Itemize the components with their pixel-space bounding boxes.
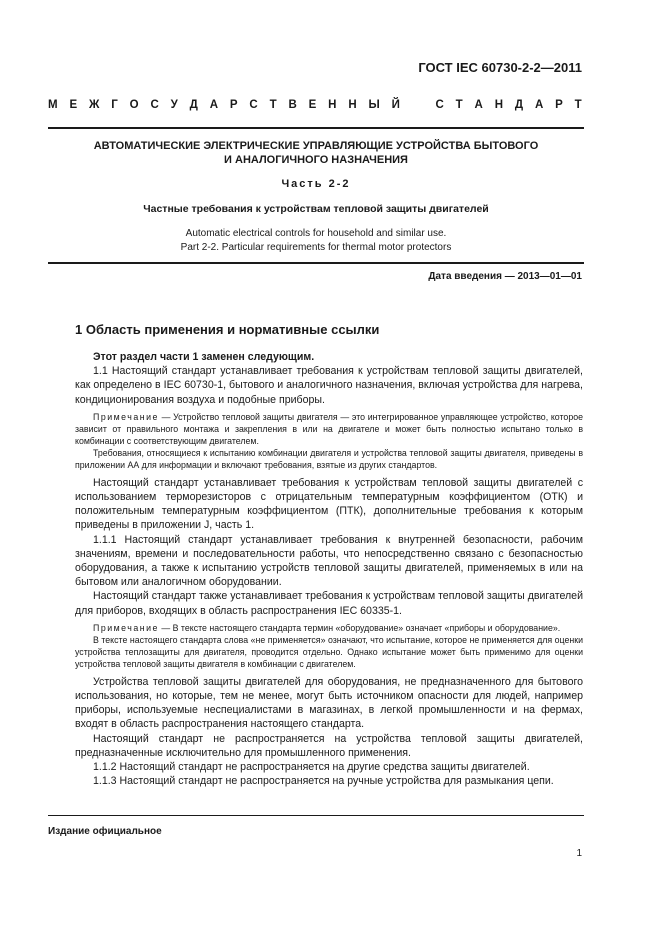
paragraph: Настоящий стандарт устанавливает требования к устройствам тепловой защиты двигателей с использованием терморезисторов с отрицательным температурным коэффициентом (ОТК) и положительным температурным коэффициентом (ПТК), дополнительные требования к которым приведены в приложении J, часть 1. — [75, 476, 583, 532]
heading-letter: М — [48, 99, 58, 111]
paragraph: 1.1 Настоящий стандарт устанавливает требования к устройствам тепловой защиты двигателей, как определено в IEC 60730-1, бытового и аналогичного назначения, включая устройства для нагрева, кондиционирования воздуха и подобные приборы. — [75, 365, 583, 406]
heading-letter: Р — [229, 99, 238, 111]
title-line-2: И АНАЛОГИЧНОГО НАЗНАЧЕНИЯ — [224, 154, 408, 166]
standard-number: ГОСТ IEC 60730-2-2—2011 — [418, 60, 582, 75]
heading-letter: Е — [69, 99, 78, 111]
english-title-line-2: Part 2-2. Particular requirements for thermal motor protectors — [180, 242, 452, 253]
heading-letter: У — [170, 99, 178, 111]
document-subtitle: Частные требования к устройствам тепловой защиты двигателей — [143, 203, 489, 215]
heading-letter: Т — [455, 99, 463, 111]
section-heading: 1 Область применения и нормативные ссылки — [75, 322, 380, 337]
heading-letter: А — [209, 99, 219, 111]
heading-letter: А — [534, 99, 544, 111]
note-text: — Устройство тепловой защиты двигателя — это интегрированное управляющее устройство, которое зависит от правильного монтажа и закрепления в или на двигателе и может быть полностью испытано только в комбинации с соответствующим двигателем. — [75, 411, 583, 446]
paragraph: Настоящий стандарт также устанавливает требования к устройствам тепловой защиты двигателей для приборов, входящих в область распространения IEC 60335-1. — [75, 590, 583, 617]
introduction-date: Дата введения — 2013—01—01 — [428, 271, 582, 282]
paragraph: Устройства тепловой защиты двигателей для оборудования, не предназначенного для бытового использования, но которые, тем не менее, могут быть источником опасности для людей, например приборы, используемые неспециалистами в магазинах, в легкой промышленности и на фермах, входят в область распространения настоящего стандарта. — [75, 675, 583, 731]
title-line-1: АВТОМАТИЧЕСКИЕ ЭЛЕКТРИЧЕСКИЕ УПРАВЛЯЮЩИЕ УСТРОЙСТВА БЫТОВОГО — [93, 140, 539, 152]
heading-letter: Н — [494, 99, 504, 111]
section-body — [75, 350, 583, 788]
note — [75, 411, 583, 447]
note-text: — В тексте настоящего стандарта термин «оборудование» означает «приборы и оборудование». — [158, 622, 561, 633]
heading-letter: Д — [514, 99, 524, 111]
heading-letter: С — [249, 99, 258, 111]
footer-divider — [48, 815, 584, 816]
english-title — [48, 227, 584, 255]
heading-letter: Г — [111, 99, 118, 111]
english-title-line-1: Automatic electrical controls for household and similar use. — [185, 228, 447, 239]
note-label: Примечание — [93, 622, 159, 633]
heading-letter: С — [435, 99, 444, 111]
heading-letter: Т — [269, 99, 277, 111]
part-label: Часть 2-2 — [281, 178, 351, 190]
heading-letter: Й — [391, 99, 400, 111]
heading-letter: Р — [555, 99, 563, 111]
heading-letter: Т — [574, 99, 582, 111]
note-continuation: Требования, относящиеся к испытанию комбинации двигателя и устройства тепловой защиты двигателя, приведены в приложении АА для информации и включают требования, взятые из других стандартов. — [75, 447, 583, 470]
heading-letter: Д — [189, 99, 198, 111]
heading-letter: А — [474, 99, 483, 111]
note — [75, 622, 583, 634]
heading-letter: Е — [308, 99, 317, 111]
heading-letter: О — [129, 99, 139, 111]
heading-letter: С — [150, 99, 159, 111]
header-divider — [48, 127, 584, 129]
heading-letter: Ж — [88, 99, 100, 111]
paragraph: 1.1.3 Настоящий стандарт не распространяется на ручные устройства для размыкания цепи. — [93, 775, 554, 788]
official-edition-label: Издание официальное — [48, 826, 162, 837]
title-divider — [48, 262, 584, 264]
page-number: 1 — [576, 848, 582, 859]
paragraph: 1.1.1 Настоящий стандарт устанавливает требования к внутренней безопасности, рабочим значениям, времени и последовательности работы, что непосредственно связано с безопасностью оборудования, а также к испытанию устройств тепловой защиты двигателей, применяемых в или на бытовом или аналогичном оборудовании. — [75, 533, 583, 589]
heading-letter: Н — [348, 99, 357, 111]
heading-letter: Н — [328, 99, 337, 111]
heading-letter: Ы — [368, 99, 380, 111]
paragraph: 1.1.2 Настоящий стандарт не распространяется на другие средства защиты двигателей. — [93, 761, 530, 774]
heading-letter: В — [288, 99, 297, 111]
paragraph: Настоящий стандарт не распространяется на устройства тепловой защиты двигателей, предназначенные исключительно для промышленного применения. — [75, 732, 583, 759]
interstate-standard-heading — [48, 99, 582, 111]
note-label: Примечание — [93, 411, 159, 422]
replacement-note: Этот раздел части 1 заменен следующим. — [93, 351, 315, 363]
document-title — [48, 139, 584, 167]
note-continuation: В тексте настоящего стандарта слова «не применяется» означают, что испытание, которое не применяется для оценки устройства теплозащиты для двигателя, проводится отдельно. Однако испытание может быть применимо для оценки устройства тепловой защиты двигателя в комбинации с двигателем. — [75, 634, 583, 669]
